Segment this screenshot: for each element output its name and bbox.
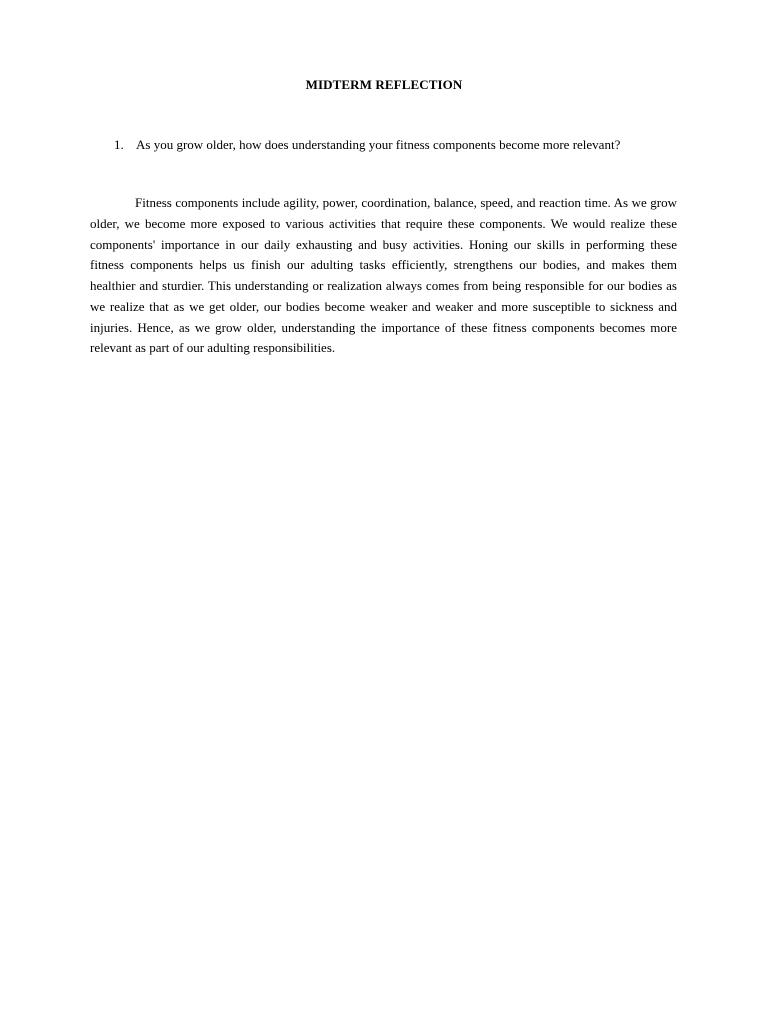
question-number: 1. — [114, 137, 124, 152]
question-text: As you grow older, how does understanding your fitness components become more relevant? — [136, 137, 621, 152]
answer-paragraph: Fitness components include agility, power, coordination, balance, speed, and reaction time. As we grow older, we become more exposed to various activities that require these components. We would realize these components' importance in our daily exhausting and busy activities. Honing our skills in performing these fitness components helps us finish our adulting tasks efficiently, strengthens our bodies, and makes them healthier and sturdier. This understanding or realization always comes from being responsible for our bodies as we realize that as we get older, our bodies become weaker and weaker and more susceptible to sickness and injuries. Hence, as we grow older, understanding the importance of these fitness components becomes more relevant as part of our adulting responsibilities. — [90, 195, 677, 356]
document-title: MIDTERM REFLECTION — [305, 77, 463, 92]
question-item — [114, 137, 694, 153]
